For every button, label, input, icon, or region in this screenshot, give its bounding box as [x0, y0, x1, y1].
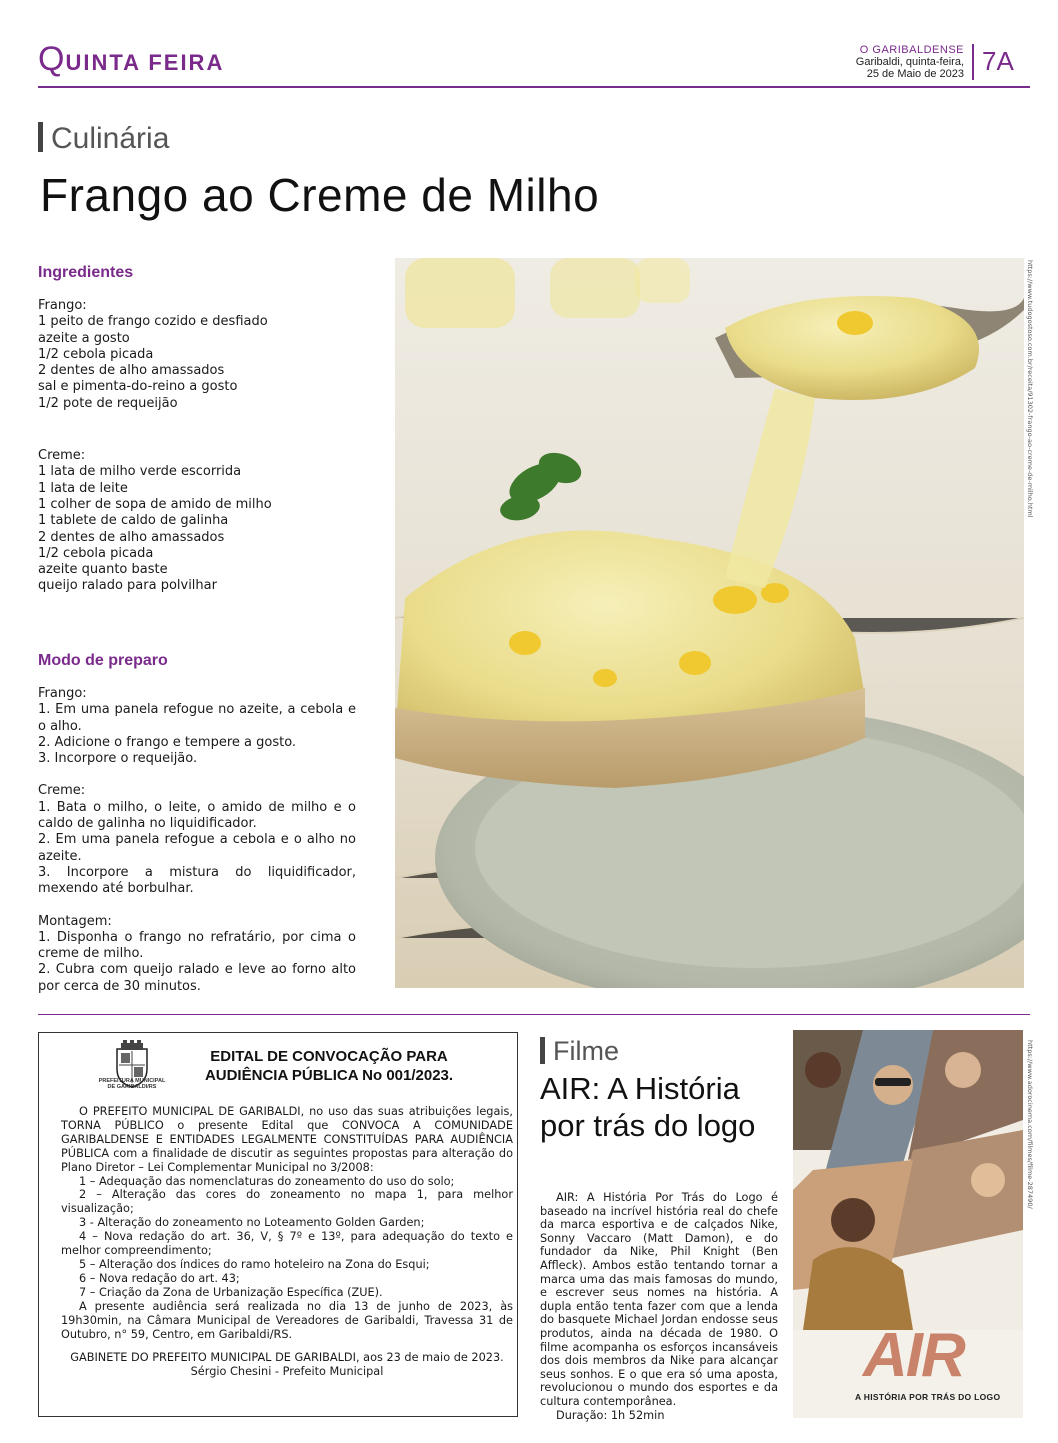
culinaria-kicker-label: Culinária [51, 122, 170, 155]
location-date-line-2: 25 de Maio de 2023 [866, 68, 964, 80]
ingredient-item: 1 tablete de caldo de galinha [38, 513, 229, 529]
edital-item: 3 - Alteração do zoneamento no Loteamento Golden Garden; [79, 1216, 425, 1230]
edital-signature-line-2: Sérgio Chesini - Prefeito Municipal [190, 1365, 384, 1378]
section-divider [38, 1014, 1030, 1015]
ingredient-item: 1 colher de sopa de amido de milho [38, 496, 272, 512]
ingredient-item: 1 peito de frango cozido e desfiado [38, 314, 268, 330]
header-divider [38, 86, 1030, 88]
filme-kicker [540, 1036, 619, 1067]
prep-step: 2. Adicione o frango e tempere a gosto. [38, 734, 297, 750]
poster-logo: AIR [863, 1321, 964, 1390]
preparo-heading: Modo de preparo [38, 652, 168, 669]
ingredient-item: 2 dentes de alho amassados [38, 363, 225, 379]
edital-item: 6 – Nova redação do art. 43; [79, 1271, 240, 1285]
kicker-bar [38, 122, 43, 152]
emblem-caption-line-2: DE GARIBALDI/RS [107, 1084, 157, 1090]
ingredients-creme-label: Creme: [38, 448, 86, 464]
publication-info [856, 44, 964, 80]
edital-title [179, 1047, 479, 1085]
prep-frango-label: Frango: [38, 686, 87, 701]
prep-step: 3. Incorpore a mistura do liquidificador, mexendo até borbulhar. [38, 864, 356, 897]
prep-step: 2. Em uma panela refogue a cebola e o alho no azeite. [38, 832, 356, 864]
prep-step: 1. Em uma panela refogue no azeite, a cebola e o alho. [38, 702, 356, 734]
page-number: 7A [972, 44, 1014, 80]
ingredients-list [38, 298, 356, 595]
edital-item: 4 – Nova redação do art. 36, V, § 7º e 13º, para adequação do texto e melhor compreendimento; [61, 1230, 513, 1258]
prep-step: 2. Cubra com queijo ralado e leve ao forno alto por cerca de 30 minutos. [38, 962, 356, 994]
ingredient-item: 1 lata de milho verde escorrida [38, 464, 242, 480]
edital-closing: A presente audiência será realizada no dia 13 de junho de 2023, às 19h30min, na Câmara Municipal de Vereadores de Garibaldi, Travessa 31 de Outubro, n° 59, Centro, em Garibaldi/RS. [61, 1299, 513, 1341]
edital-box [38, 1032, 518, 1417]
food-photo-credit: https://www.tudogostoso.com.br/receita/91302-frango-ao-creme-de-milho.html [1026, 260, 1034, 518]
film-article [540, 1191, 778, 1422]
edital-item: 2 – Alteração das cores do zoneamento no mapa 1, para melhor visualização; [61, 1188, 513, 1216]
edital-item: 1 – Adequação das nomenclaturas do zoneamento do uso do solo; [79, 1174, 455, 1188]
ingredient-item: azeite quanto baste [38, 562, 168, 578]
film-title: AIR: A História por trás do logo [540, 1071, 756, 1143]
emblem-caption [97, 1078, 167, 1090]
movie-poster [793, 1030, 1023, 1418]
edital-intro: O PREFEITO MUNICIPAL DE GARIBALDI, no uso das suas atribuições legais, TORNA PÚBLICO o presente Edital que CONVOCA A COMUNIDADE GARIBALDENSE E ENTIDADES LEGALMENTE CONSTITUÍDAS PARA AUDIÊNCIA PÚBLICA com a finalidade de discutir as seguintes propostas para alteração do Plano Diretor – Lei Complementar Municipal no 3/2008: [61, 1105, 513, 1174]
edital-signature-line-1: GABINETE DO PREFEITO MUNICIPAL DE GARIBALDI, aos 23 de maio de 2023. [70, 1351, 504, 1364]
culinaria-kicker [38, 122, 169, 156]
edital-item: 7 – Criação da Zona de Urbanização Específica (ZUE). [79, 1285, 383, 1299]
edital-title-line-1: EDITAL DE CONVOCAÇÃO PARA [210, 1048, 448, 1065]
edital-signature [61, 1351, 513, 1379]
edital-item: 5 – Alteração dos índices do ramo hoteleiro na Zona do Esqui; [79, 1257, 430, 1271]
prep-step: 3. Incorpore o requeijão. [38, 751, 198, 767]
ingredient-item: 1/2 pote de requeijão [38, 395, 178, 411]
ingredients-heading: Ingredientes [38, 264, 134, 281]
edital-body [61, 1105, 513, 1341]
ingredient-item: queijo ralado para polvilhar [38, 578, 217, 594]
prep-creme-label: Creme: [38, 783, 86, 799]
emblem-caption-line-1: PREFEITURA MUNICIPAL [98, 1078, 166, 1084]
publication-name: O GARIBALDENSE [859, 44, 964, 56]
location-date-line-1: Garibaldi, quinta-feira, [855, 56, 964, 68]
prep-step: 1. Disponha o frango no refratário, por cima o creme de milho. [38, 929, 356, 962]
ingredient-item: 1 lata de leite [38, 480, 128, 496]
film-synopsis: AIR: A História Por Trás do Logo é baseado na incrível história real do chefe da marca esportiva e de calçados Nike, Sonny Vaccaro (Matt Damon), e do fundador da Nike, Phil Knight (Ben Affleck). Ambos estão tentando tornar a marca uma das mais famosas do mundo, e escrever seus nomes na história. A dupla então tenta fazer com que a lenda do basquete Michael Jordan endosse seus produtos, ainda na década de 1980. O filme acompanha os esforços incansáveis dos dois membros da Nike para alcançar seus sonhos. E o que era só uma aposta, revolucionou o mundo dos esportes e da cultura contemporânea. [540, 1191, 778, 1408]
poster-tagline: A HISTÓRIA POR TRÁS DO LOGO [855, 1392, 1001, 1402]
section-masthead [38, 40, 224, 79]
preparo-steps [38, 686, 356, 995]
masthead-rest: UINTA FEIRA [65, 50, 225, 75]
ingredients-frango-label: Frango: [38, 298, 87, 313]
recipe-title: Frango ao Creme de Milho [40, 169, 600, 221]
filme-kicker-label: Filme [553, 1036, 619, 1066]
edital-title-line-2: AUDIÊNCIA PÚBLICA No 001/2023. [204, 1067, 454, 1084]
kicker-bar [540, 1037, 545, 1064]
poster-credit: https://www.adorocinema.com/filmes/filme-287490/ [1026, 1040, 1034, 1209]
ingredient-item: 1/2 cebola picada [38, 545, 154, 561]
ingredient-item: 1/2 cebola picada [38, 346, 154, 362]
prep-montagem-label: Montagem: [38, 913, 112, 929]
prep-step: 1. Bata o milho, o leite, o amido de milho e o caldo de galinha no liquidificador. [38, 799, 356, 832]
food-photo [395, 258, 1024, 988]
ingredient-item: sal e pimenta-do-reino a gosto [38, 379, 238, 395]
film-duration: Duração: 1h 52min [556, 1408, 665, 1422]
ingredient-item: azeite a gosto [38, 330, 130, 346]
masthead-initial: Q [38, 40, 66, 78]
ingredient-item: 2 dentes de alho amassados [38, 529, 225, 545]
